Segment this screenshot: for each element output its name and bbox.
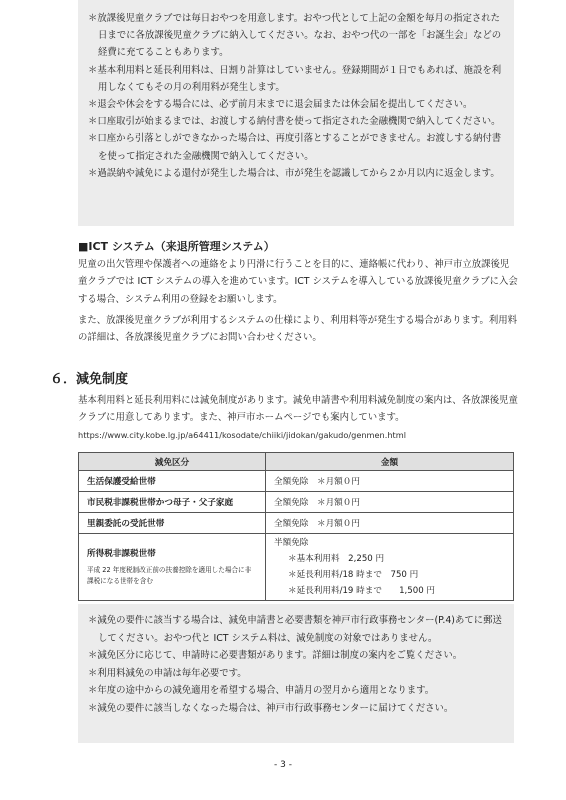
reduction-amount-title: 半額免除 (274, 538, 309, 548)
reduction-note: ＊減免区分に応じて、申請時に必要書類があります。詳細は制度の案内をご覧ください。 (88, 650, 463, 661)
table-row (79, 534, 514, 601)
reduction-note: ＊利用料減免の申請は毎年必要です。 (88, 667, 247, 679)
table-header: 減免区分 (79, 453, 266, 471)
reduction-category-note: 平成 22 年度税制改正前の扶養控除を適用した場合に非課税になる世帯を含む (87, 566, 252, 585)
fee-note: ＊退会や休会をする場合には、必ず前月末までに退会届または休会届を提出してください。 (88, 99, 473, 111)
table-header: 金額 (266, 453, 514, 471)
ict-paragraph: また、放課後児童クラブが利用するシステムの仕様により、利用料等が発生する場合があります。利用料の詳細は、各放課後児童クラブにお問い合わせください。 (78, 315, 517, 344)
table-row (79, 513, 514, 534)
reduction-category: 市民税非課税世帯かつ母子・父子家庭 (79, 492, 266, 513)
fee-note: ＊放課後児童クラブでは毎日おやつを用意します。おやつ代として上記の金額を毎月の指定された日までに各放課後児童クラブに納入してください。なお、おやつ代の一部を「お誕生会」などの経費に充てることもあります。 (88, 13, 502, 59)
reduction-note: ＊減免の要件に該当しなくなった場合は、神戸市行政事務センターに届けてください。 (88, 702, 454, 714)
reduction-amount-line: ＊延長利用料/19 時まで 1,500 円 (288, 586, 436, 596)
section-6-paragraph: 基本利用料と延長利用料には減免制度があります。減免申請書や利用料減免制度の案内は、各放課後児童クラブに用意してあります。また、神戸市ホームページでも案内しています。 (78, 395, 518, 424)
section-6-heading: ６．減免制度 (50, 372, 129, 387)
reduction-note: ＊減免の要件に該当する場合は、減免申請書と必要書類を神戸市行政事務センター(P.4)あてに郵送してください。おやつ代と ICT システム料は、減免制度の対象ではありません。 (88, 615, 502, 644)
reduction-amount: 全額免除 ＊月額０円 (266, 492, 514, 513)
fee-notes-box (78, 0, 514, 226)
reduction-amount: 全額免除 ＊月額０円 (266, 513, 514, 534)
reduction-amount-line: ＊基本利用料 2,250 円 (288, 554, 385, 564)
fee-note: ＊口座から引落としができなかった場合は、再度引落とすることができません。お渡しする納付書を使って指定された金融機関で納入してください。 (88, 133, 502, 162)
reduction-category: 里親委託の受託世帯 (79, 513, 266, 534)
reduction-info-url[interactable]: https://www.city.kobe.lg.jp/a64411/kosodate/chiiki/jidokan/gakudo/genmen.html (78, 430, 406, 440)
ict-paragraph: 児童の出欠管理や保護者への連絡をより円滑に行うことを目的に、連絡帳に代わり、神戸市立放課後児童クラブでは ICT システムの導入を進めています。ICT システムを導入している放課後児童クラブに入会する場合、システム利用の登録をお願いします。 (78, 259, 518, 305)
table-row (79, 471, 514, 492)
reduction-category: 所得税非課税世帯 (87, 549, 156, 559)
table-row (79, 492, 514, 513)
page-number: - 3 - (274, 760, 292, 770)
reduction-notes-box (78, 604, 514, 743)
fee-note: ＊口座取引が始まるまでは、お渡しする納付書を使って指定された金融機関で納入してください。 (88, 116, 501, 128)
reduction-amount-cell (266, 534, 514, 601)
reduction-amount-line: ＊延長利用料/18 時まで 750 円 (288, 570, 419, 580)
reduction-note: ＊年度の途中からの減免適用を希望する場合、申請月の翌月から適用となります。 (88, 685, 435, 696)
reduction-amount: 全額免除 ＊月額０円 (266, 471, 514, 492)
fee-note: ＊基本利用料と延長利用料は、日割り計算はしていません。登録期間が１日でもあれば、施設を利用しなくてもその月の利用料が発生します。 (88, 64, 502, 93)
table-header-row (79, 453, 514, 471)
ict-heading: ■ICT システム（来退所管理システム） (78, 240, 275, 253)
reduction-category-cell (79, 534, 266, 601)
fee-note: ＊過誤納や減免による還付が発生した場合は、市が発生を認識してから２か月以内に返金します。 (88, 167, 500, 179)
reduction-table (78, 452, 514, 601)
reduction-category: 生活保護受給世帯 (79, 471, 266, 492)
